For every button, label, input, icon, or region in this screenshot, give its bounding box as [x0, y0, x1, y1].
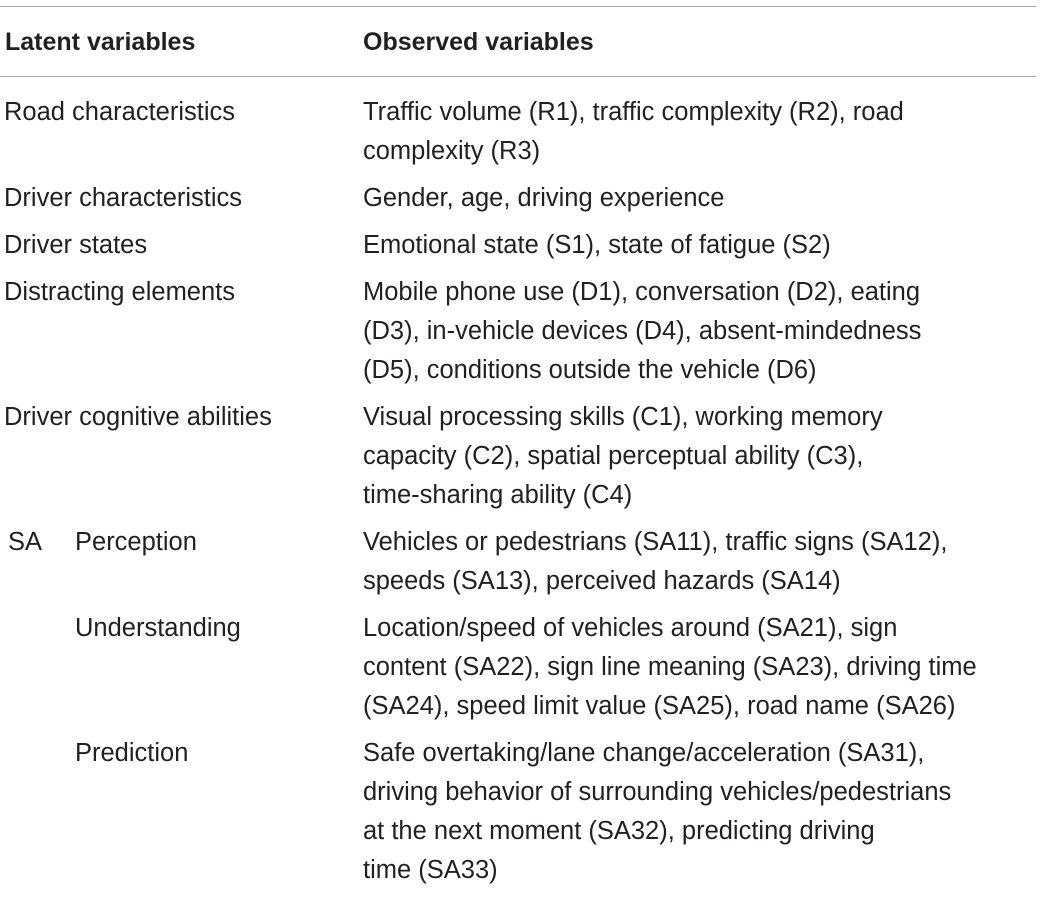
observed-line: complexity (R3): [363, 137, 541, 165]
observed-line: capacity (C2), spatial perceptual ability (C3),: [363, 442, 864, 470]
observed-cell: [363, 93, 1036, 171]
observed-line: at the next moment (SA32), predicting driving: [363, 817, 875, 845]
observed-cell: [363, 226, 1036, 265]
sub-latent-cell: Perception: [75, 528, 197, 556]
latent-cell: Driver characteristics: [4, 184, 243, 212]
table-row: [0, 734, 1036, 890]
observed-line: (D3), in-vehicle devices (D4), absent-mindedness: [363, 317, 922, 345]
observed-cell: [363, 523, 1036, 601]
latent-cell: Driver cognitive abilities: [4, 403, 272, 431]
latent-cell: Road characteristics: [4, 98, 236, 126]
observed-line: Mobile phone use (D1), conversation (D2), eating: [363, 278, 921, 306]
observed-cell: [363, 273, 1036, 390]
observed-line: (SA24), speed limit value (SA25), road name (SA26): [363, 692, 956, 720]
sa-group-label: SA: [8, 528, 43, 556]
observed-line: Emotional state (S1), state of fatigue (S2): [363, 231, 831, 259]
header-observed-variables: Observed variables: [363, 28, 594, 56]
table-body: [0, 93, 1036, 898]
header-latent-variables: Latent variables: [5, 28, 196, 56]
table-header-rule: [0, 76, 1036, 77]
table-row: [0, 523, 1036, 601]
observed-line: Safe overtaking/lane change/acceleration (SA31),: [363, 739, 925, 767]
observed-line: Traffic volume (R1), traffic complexity (R2), road: [363, 98, 904, 126]
observed-line: Vehicles or pedestrians (SA11), traffic signs (SA12),: [363, 528, 948, 556]
sub-latent-cell: Understanding: [75, 614, 241, 642]
observed-cell: [363, 398, 1036, 515]
observed-cell: [363, 609, 1036, 726]
table-header-row: [0, 24, 1036, 60]
observed-line: (D5), conditions outside the vehicle (D6): [363, 356, 817, 384]
table-top-rule: [0, 6, 1036, 7]
table-row: [0, 609, 1036, 726]
observed-line: Gender, age, driving experience: [363, 184, 725, 212]
observed-line: Location/speed of vehicles around (SA21), sign: [363, 614, 898, 642]
table-row: [0, 273, 1036, 390]
latent-cell: Distracting elements: [4, 278, 236, 306]
observed-line: driving behavior of surrounding vehicles/pedestrians: [363, 778, 952, 806]
observed-cell: [363, 179, 1036, 218]
latent-cell: Driver states: [4, 231, 148, 259]
observed-line: time-sharing ability (C4): [363, 481, 633, 509]
sub-latent-cell: Prediction: [75, 739, 189, 767]
observed-cell: [363, 734, 1036, 890]
observed-line: content (SA22), sign line meaning (SA23), driving time: [363, 653, 977, 681]
table-row: [0, 398, 1036, 515]
observed-line: time (SA33): [363, 856, 498, 884]
table-row: [0, 226, 1036, 265]
observed-line: Visual processing skills (C1), working memory: [363, 403, 883, 431]
table-row: [0, 179, 1036, 218]
table-row: [0, 93, 1036, 171]
observed-line: speeds (SA13), perceived hazards (SA14): [363, 567, 841, 595]
